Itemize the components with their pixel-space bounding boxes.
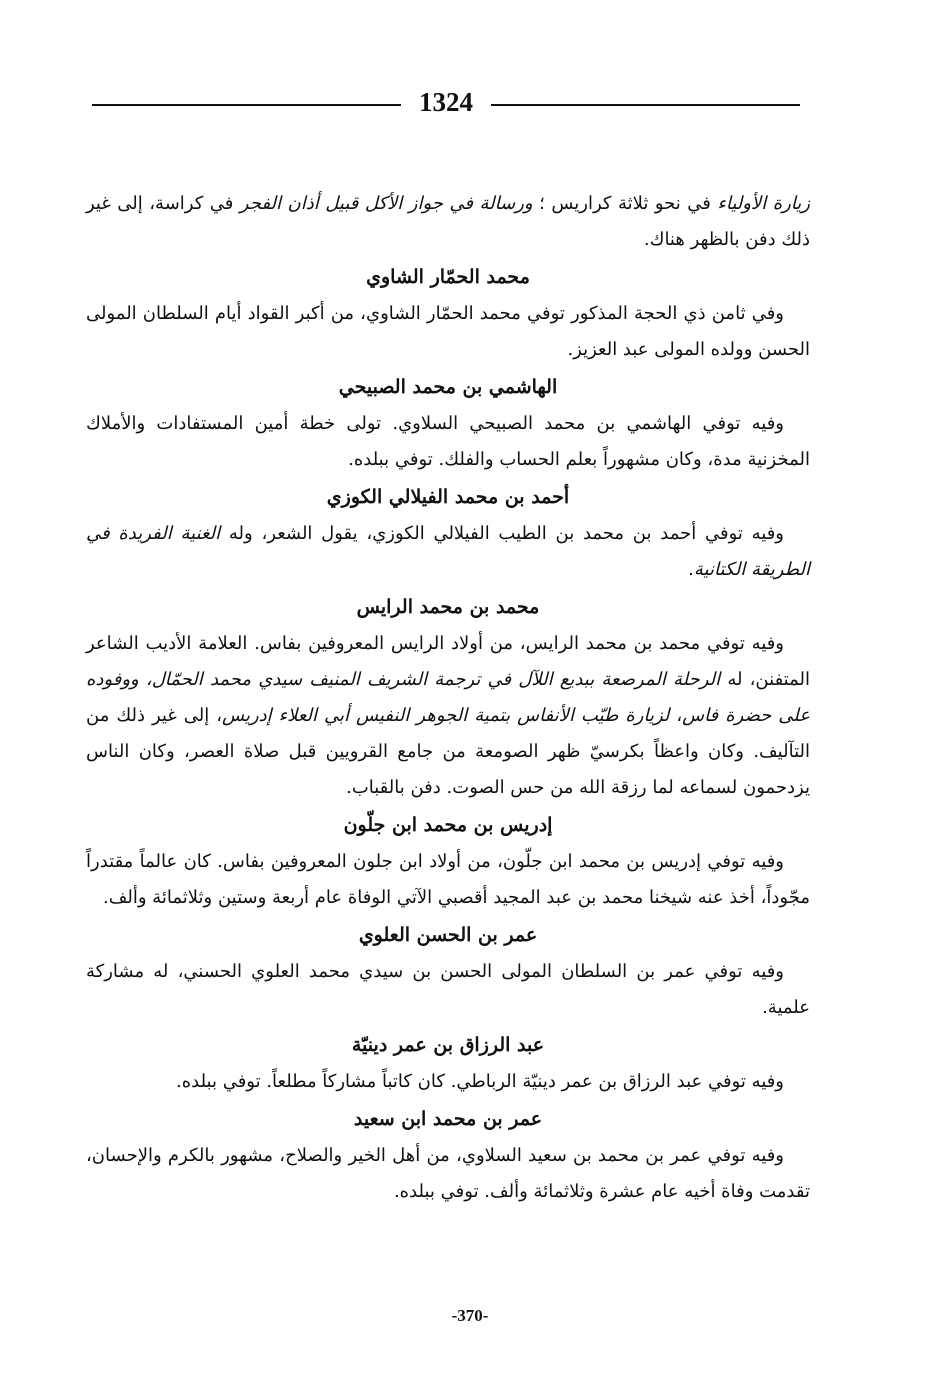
body-text: وفيه توفي عمر بن محمد بن سعيد السلاوي، من أهل الخير والصلاح، مشهور بالكرم والإحسان، تقدمت وفاة أخيه عام عشرة وثلاثمائة وألف. توفي ببلده.	[86, 1145, 810, 1202]
header-rule-left	[92, 104, 401, 106]
entry-heading: عبد الرزاق بن عمر دينيّة	[351, 1034, 545, 1056]
entry-paragraph	[86, 626, 810, 806]
body-text: وفي ثامن ذي الحجة المذكور توفي محمد الحمّار الشاوي، من أكبر القواد أيام السلطان المولى الحسن وولده المولى عبد العزيز.	[86, 303, 810, 360]
book-title-text: زيارة الأولياء	[717, 193, 810, 214]
book-title-text: الرحلة المرصعة ببديع اللآل في ترجمة الشريف المنيف سيدي محمد الحمّال، ووفوده على حضرة فاس	[86, 669, 810, 726]
entry-paragraph	[86, 516, 810, 588]
body-text: وفيه توفي أحمد بن محمد بن الطيب الفيلالي الكوزي، يقول الشعر، وله	[220, 523, 784, 544]
body-text: .	[688, 559, 694, 580]
entry-heading: أحمد بن محمد الفيلالي الكوزي	[326, 486, 570, 508]
entry-heading: عمر بن الحسن العلوي	[358, 924, 538, 946]
entry-paragraph	[86, 296, 810, 368]
entry-heading: الهاشمي بن محمد الصبيحي	[338, 376, 558, 398]
body-text: ، إلى غير ذلك من التآليف. وكان واعظاً بكرسيّ ظهر الصومعة من جامع القرويين قبل صلاة العصر، وكان الناس يزدحمون لسماعه لما رزقة الله من حس الصوت. دفن بالقباب.	[86, 705, 810, 798]
entry-heading: عمر بن محمد ابن سعيد	[353, 1108, 543, 1130]
year-header	[92, 84, 800, 120]
body-text: وفيه توفي عمر بن السلطان المولى الحسن بن سيدي محمد العلوي الحسني، له مشاركة علمية.	[86, 961, 810, 1018]
body-text: وفيه توفي إدريس بن محمد ابن جلّون، من أولاد ابن جلون المعروفين بفاس. كان عالماً مقتدراً مجّوداً، أخذ عنه شيخنا محمد بن عبد المجيد أقصبي الآتي الوفاة عام أربعة وستين وثلاثمائة وألف.	[86, 851, 810, 908]
body-text: في كراسة، إلى غير ذلك دفن بالظهر هناك.	[86, 193, 810, 250]
entry-paragraph	[86, 1138, 810, 1210]
page-number: -370-	[451, 1306, 489, 1325]
header-rule-right	[491, 104, 800, 106]
entry-paragraph	[86, 406, 810, 478]
body-text: وفيه توفي محمد بن محمد الرايس، من أولاد الرايس المعروفين بفاس. العلامة الأديب الشاعر المتفنن، له	[86, 633, 810, 690]
entry-paragraph	[86, 844, 810, 916]
body-text: في نحو ثلاثة كراريس ؛	[532, 193, 718, 214]
book-title-text: الغنية الفريدة في الطريقة الكتانية	[86, 523, 810, 580]
body-text: وفيه توفي الهاشمي بن محمد الصبيحي السلاوي. تولى خطة أمين المستفادات والأملاك المخزنية مدة، وكان مشهوراً بعلم الحساب والفلك. توفي ببلده.	[86, 413, 810, 470]
entry-heading: إدريس بن محمد ابن جلّون	[343, 814, 553, 836]
page-body	[86, 186, 810, 1210]
entry-paragraph	[86, 1064, 810, 1100]
entry-heading: محمد بن محمد الرايس	[356, 596, 540, 618]
entry-paragraph	[86, 186, 810, 258]
entry-paragraph	[86, 954, 810, 1026]
entry-heading: محمد الحمّار الشاوي	[366, 266, 530, 288]
book-title-text: ورسالة في جواز الأكل قبيل أذان الفجر	[239, 193, 533, 214]
body-text: وفيه توفي عبد الرزاق بن عمر دينيّة الرباطي. كان كاتباً مشاركاً مطلعاً. توفي ببلده.	[175, 1071, 784, 1092]
body-text: ،	[669, 705, 683, 726]
book-title-text: لزيارة طيّب الأنفاس بتمية الجوهر النفيس أبي العلاء إدريس	[222, 705, 670, 726]
year-title: 1324	[419, 87, 473, 117]
